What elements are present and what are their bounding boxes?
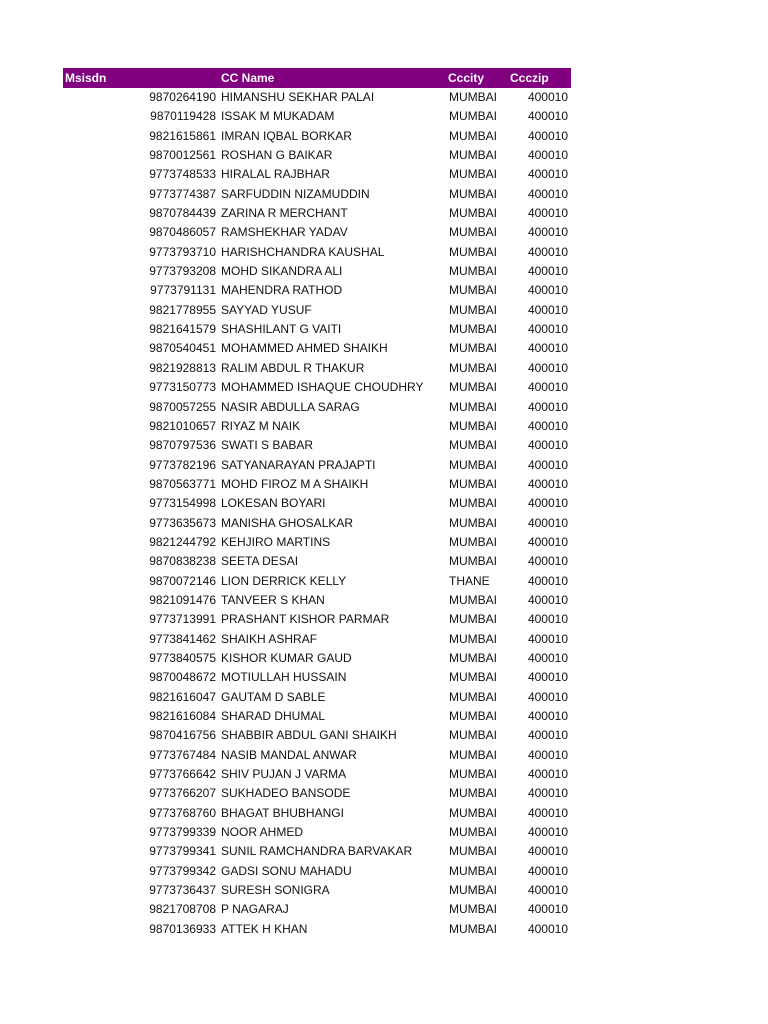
cell-cc-name: KISHOR KUMAR GAUD: [221, 650, 352, 665]
cell-msisdn: 9773782196: [149, 457, 216, 472]
cell-cc-name: ZARINA R MERCHANT: [221, 206, 348, 221]
table-row: [63, 746, 571, 765]
cell-msisdn: 9773774387: [149, 186, 216, 201]
cell-cc-name: HARISHCHANDRA KAUSHAL: [221, 244, 385, 259]
cell-cc-name: SHABBIR ABDUL GANI SHAIKH: [221, 728, 397, 743]
cell-ccczip: 400010: [527, 264, 568, 279]
cell-cc-name: ISSAK M MUKADAM: [221, 109, 335, 124]
cell-msisdn: 9870416756: [149, 728, 216, 743]
cell-cccity: MUMBAI: [449, 554, 497, 569]
table-row: [63, 475, 571, 494]
table-row: [63, 630, 571, 649]
cell-ccczip: 400010: [527, 148, 568, 163]
cell-ccczip: 400010: [527, 709, 568, 723]
cell-cccity: MUMBAI: [449, 650, 497, 665]
cell-cccity: MUMBAI: [449, 225, 497, 240]
table-row: [63, 649, 571, 668]
cell-cccity: MUMBAI: [449, 128, 497, 143]
table-row: [63, 668, 571, 687]
table-row: [63, 765, 571, 784]
table-row: [63, 514, 571, 533]
cell-msisdn: 9773793710: [149, 244, 216, 259]
cell-msisdn: 9870057255: [149, 399, 216, 414]
table-row: [63, 359, 571, 378]
cell-cc-name: SATYANARAYAN PRAJAPTI: [221, 457, 376, 472]
cell-msisdn: 9870048672: [149, 670, 216, 685]
cell-msisdn: 9870784439: [149, 206, 216, 221]
cell-msisdn: 9870563771: [149, 476, 216, 491]
cell-cc-name: LOKESAN BOYARI: [221, 496, 326, 511]
cell-ccczip: 400010: [527, 863, 568, 878]
cell-cccity: MUMBAI: [449, 747, 497, 762]
table-row: [63, 900, 571, 919]
cell-msisdn: 9821778955: [149, 302, 216, 317]
table-row: [63, 88, 571, 107]
cell-ccczip: 400010: [527, 631, 568, 646]
cell-cccity: MUMBAI: [449, 90, 497, 104]
table-row: [63, 456, 571, 475]
cell-cccity: MUMBAI: [449, 322, 497, 337]
cell-msisdn: 9773154998: [149, 496, 216, 511]
cell-cc-name: SHARAD DHUMAL: [221, 709, 326, 723]
cell-cc-name: SWATI S BABAR: [221, 438, 314, 453]
cell-ccczip: 400010: [527, 128, 568, 143]
cell-ccczip: 400010: [527, 380, 568, 395]
cell-ccczip: 400010: [527, 573, 568, 588]
cell-ccczip: 400010: [527, 225, 568, 240]
cell-msisdn: 9821616084: [149, 709, 216, 723]
cell-cccity: MUMBAI: [449, 167, 497, 182]
header-cccity: Cccity: [448, 71, 485, 85]
cell-msisdn: 9870540451: [149, 341, 216, 356]
table-row: [63, 301, 571, 320]
cell-cc-name: ROSHAN G BAIKAR: [221, 148, 333, 163]
cell-msisdn: 9870136933: [149, 921, 216, 936]
cell-cccity: MUMBAI: [449, 612, 497, 627]
cell-msisdn: 9773635673: [149, 515, 216, 530]
cell-cccity: MUMBAI: [449, 670, 497, 685]
cell-cc-name: SHIV PUJAN J VARMA: [221, 767, 347, 782]
table-row: [63, 204, 571, 223]
cell-cc-name: MOTIULLAH HUSSAIN: [221, 670, 347, 685]
cell-ccczip: 400010: [527, 457, 568, 472]
cell-ccczip: 400010: [527, 534, 568, 549]
table-row: [63, 804, 571, 823]
cell-cc-name: GAUTAM D SABLE: [221, 689, 326, 704]
cell-ccczip: 400010: [527, 283, 568, 298]
cell-msisdn: 9773748533: [149, 167, 216, 182]
cell-msisdn: 9773799341: [149, 844, 216, 859]
cell-cc-name: SAYYAD YUSUF: [221, 302, 312, 317]
cell-cccity: MUMBAI: [449, 399, 497, 414]
cell-cccity: MUMBAI: [449, 631, 497, 646]
table-row: [63, 320, 571, 339]
table-row: [63, 862, 571, 881]
table-row: [63, 707, 571, 726]
cell-msisdn: 9773840575: [149, 650, 216, 665]
cell-cccity: MUMBAI: [449, 206, 497, 221]
table-row: [63, 436, 571, 455]
cell-cccity: MUMBAI: [449, 360, 497, 375]
cell-cc-name: NASIR ABDULLA SARAG: [221, 399, 360, 414]
cell-ccczip: 400010: [527, 921, 568, 936]
cell-cccity: MUMBAI: [449, 186, 497, 201]
cell-cc-name: KEHJIRO MARTINS: [221, 534, 331, 549]
cell-cccity: MUMBAI: [449, 902, 497, 917]
cell-cccity: MUMBAI: [449, 863, 497, 878]
cell-cc-name: LION DERRICK KELLY: [221, 573, 347, 588]
cell-msisdn: 9821010657: [149, 418, 216, 433]
cell-cc-name: RAMSHEKHAR YADAV: [221, 225, 348, 240]
table-row: [63, 533, 571, 552]
cell-ccczip: 400010: [527, 244, 568, 259]
cell-cccity: MUMBAI: [449, 921, 497, 936]
cell-cccity: MUMBAI: [449, 496, 497, 511]
table-row: [63, 185, 571, 204]
cell-ccczip: 400010: [527, 592, 568, 607]
cell-ccczip: 400010: [527, 883, 568, 898]
cell-msisdn: 9773841462: [149, 631, 216, 646]
cell-ccczip: 400010: [527, 689, 568, 704]
cell-cc-name: HIRALAL RAJBHAR: [221, 167, 330, 182]
cell-cc-name: SHASHILANT G VAITI: [221, 322, 342, 337]
cell-cc-name: GADSI SONU MAHADU: [221, 863, 352, 878]
table-row: [63, 842, 571, 861]
cell-ccczip: 400010: [527, 767, 568, 782]
cell-cccity: MUMBAI: [449, 825, 497, 840]
cell-msisdn: 9773150773: [149, 380, 216, 395]
cell-cccity: MUMBAI: [449, 515, 497, 530]
cell-cccity: MUMBAI: [449, 844, 497, 859]
header-cc-name: CC Name: [221, 71, 275, 85]
cell-cc-name: MAHENDRA RATHOD: [221, 283, 343, 298]
cell-ccczip: 400010: [527, 902, 568, 917]
cell-msisdn: 9821616047: [149, 689, 216, 704]
cell-cc-name: BHAGAT BHUBHANGI: [221, 805, 344, 820]
cell-msisdn: 9870012561: [149, 148, 216, 163]
table-body: [63, 88, 571, 939]
table-row: [63, 591, 571, 610]
cell-msisdn: 9821091476: [149, 592, 216, 607]
cell-ccczip: 400010: [527, 786, 568, 801]
cell-cc-name: NASIB MANDAL ANWAR: [221, 747, 357, 762]
cell-ccczip: 400010: [527, 90, 568, 104]
table-row: [63, 494, 571, 513]
cell-cccity: MUMBAI: [449, 592, 497, 607]
cell-msisdn: 9821708708: [149, 902, 216, 917]
spreadsheet-table: [63, 68, 571, 939]
cell-ccczip: 400010: [527, 650, 568, 665]
cell-msisdn: 9821928813: [149, 360, 216, 375]
cell-cc-name: IMRAN IQBAL BORKAR: [221, 128, 352, 143]
table-row: [63, 339, 571, 358]
cell-cc-name: ATTEK H KHAN: [221, 921, 308, 936]
cell-ccczip: 400010: [527, 747, 568, 762]
cell-cccity: MUMBAI: [449, 244, 497, 259]
cell-msisdn: 9773799342: [149, 863, 216, 878]
cell-msisdn: 9773736437: [149, 883, 216, 898]
cell-msisdn: 9773766642: [149, 767, 216, 782]
cell-ccczip: 400010: [527, 418, 568, 433]
cell-ccczip: 400010: [527, 167, 568, 182]
table-row: [63, 572, 571, 591]
table-row: [63, 107, 571, 126]
cell-ccczip: 400010: [527, 360, 568, 375]
cell-cccity: MUMBAI: [449, 767, 497, 782]
table-row: [63, 688, 571, 707]
table-row: [63, 726, 571, 745]
cell-cc-name: SARFUDDIN NIZAMUDDIN: [221, 186, 370, 201]
cell-ccczip: 400010: [527, 206, 568, 221]
cell-cccity: MUMBAI: [449, 805, 497, 820]
cell-msisdn: 9870797536: [149, 438, 216, 453]
cell-ccczip: 400010: [527, 341, 568, 356]
header-msisdn: Msisdn: [65, 71, 107, 85]
cell-cc-name: SUNIL RAMCHANDRA BARVAKAR: [221, 844, 413, 859]
cell-cccity: MUMBAI: [449, 283, 497, 298]
table-row: [63, 823, 571, 842]
table-row: [63, 398, 571, 417]
table-row: [63, 610, 571, 629]
cell-msisdn: 9773766207: [149, 786, 216, 801]
cell-cc-name: MOHD FIROZ M A SHAIKH: [221, 476, 369, 491]
cell-msisdn: 9773767484: [149, 747, 216, 762]
cell-ccczip: 400010: [527, 612, 568, 627]
cell-cccity: MUMBAI: [449, 341, 497, 356]
cell-cc-name: MOHD SIKANDRA ALI: [221, 264, 343, 279]
cell-cc-name: TANVEER S KHAN: [221, 592, 325, 607]
table-row: [63, 784, 571, 803]
table-row: [63, 127, 571, 146]
table-row: [63, 417, 571, 436]
cell-ccczip: 400010: [527, 825, 568, 840]
cell-cccity: MUMBAI: [449, 728, 497, 743]
cell-msisdn: 9870119428: [150, 109, 216, 124]
cell-cccity: MUMBAI: [449, 689, 497, 704]
cell-msisdn: 9870486057: [149, 225, 216, 240]
cell-msisdn: 9870264190: [149, 90, 216, 104]
cell-msisdn: 9773799339: [149, 825, 216, 840]
cell-ccczip: 400010: [527, 670, 568, 685]
cell-ccczip: 400010: [527, 302, 568, 317]
cell-ccczip: 400010: [527, 476, 568, 491]
cell-cccity: MUMBAI: [449, 457, 497, 472]
cell-msisdn: 9821615861: [149, 128, 216, 143]
cell-cccity: MUMBAI: [449, 786, 497, 801]
cell-cc-name: P NAGARAJ: [221, 902, 289, 917]
cell-cccity: MUMBAI: [449, 476, 497, 491]
cell-msisdn: 9870072146: [149, 573, 216, 588]
cell-cc-name: MOHAMMED ISHAQUE CHOUDHRY: [221, 380, 424, 395]
header-ccczip: Ccczip: [510, 71, 549, 85]
cell-cc-name: SEETA DESAI: [221, 554, 299, 569]
table-row: [63, 223, 571, 242]
cell-ccczip: 400010: [527, 496, 568, 511]
table-row: [63, 146, 571, 165]
cell-msisdn: 9773791131: [150, 283, 216, 298]
cell-ccczip: 400010: [527, 399, 568, 414]
cell-cccity: MUMBAI: [449, 709, 497, 723]
cell-cc-name: RIYAZ M NAIK: [221, 418, 301, 433]
cell-cccity: MUMBAI: [449, 264, 497, 279]
cell-ccczip: 400010: [527, 554, 568, 569]
cell-msisdn: 9773713991: [149, 612, 216, 627]
cell-ccczip: 400010: [527, 438, 568, 453]
cell-msisdn: 9870838238: [149, 554, 216, 569]
table-row: [63, 920, 571, 939]
cell-ccczip: 400010: [527, 186, 568, 201]
cell-cc-name: RALIM ABDUL R THAKUR: [221, 360, 365, 375]
cell-cccity: THANE: [449, 573, 490, 588]
cell-msisdn: 9821641579: [149, 322, 216, 337]
cell-ccczip: 400010: [527, 844, 568, 859]
cell-cccity: MUMBAI: [449, 534, 497, 549]
cell-cccity: MUMBAI: [449, 380, 497, 395]
cell-ccczip: 400010: [527, 109, 568, 124]
cell-cccity: MUMBAI: [449, 148, 497, 163]
cell-ccczip: 400010: [527, 322, 568, 337]
cell-msisdn: 9773793208: [149, 264, 216, 279]
cell-cccity: MUMBAI: [449, 438, 497, 453]
table-row: [63, 165, 571, 184]
cell-cccity: MUMBAI: [449, 109, 497, 124]
cell-cc-name: NOOR AHMED: [221, 825, 304, 840]
cell-msisdn: 9821244792: [149, 534, 216, 549]
cell-cc-name: SURESH SONIGRA: [221, 883, 330, 898]
table-row: [63, 552, 571, 571]
cell-cccity: MUMBAI: [449, 418, 497, 433]
cell-cc-name: MANISHA GHOSALKAR: [221, 515, 354, 530]
cell-ccczip: 400010: [527, 728, 568, 743]
cell-cc-name: SUKHADEO BANSODE: [221, 786, 351, 801]
table-row: [63, 262, 571, 281]
cell-msisdn: 9773768760: [149, 805, 216, 820]
table-row: [63, 281, 571, 300]
table-row: [63, 378, 571, 397]
cell-ccczip: 400010: [527, 805, 568, 820]
cell-cc-name: SHAIKH ASHRAF: [221, 631, 318, 646]
cell-cccity: MUMBAI: [449, 302, 497, 317]
header-row: [63, 68, 571, 88]
cell-cc-name: HIMANSHU SEKHAR PALAI: [221, 90, 375, 104]
table-row: [63, 243, 571, 262]
cell-cc-name: PRASHANT KISHOR PARMAR: [221, 612, 390, 627]
cell-cc-name: MOHAMMED AHMED SHAIKH: [221, 341, 388, 356]
table-row: [63, 881, 571, 900]
cell-ccczip: 400010: [527, 515, 568, 530]
cell-cccity: MUMBAI: [449, 883, 497, 898]
